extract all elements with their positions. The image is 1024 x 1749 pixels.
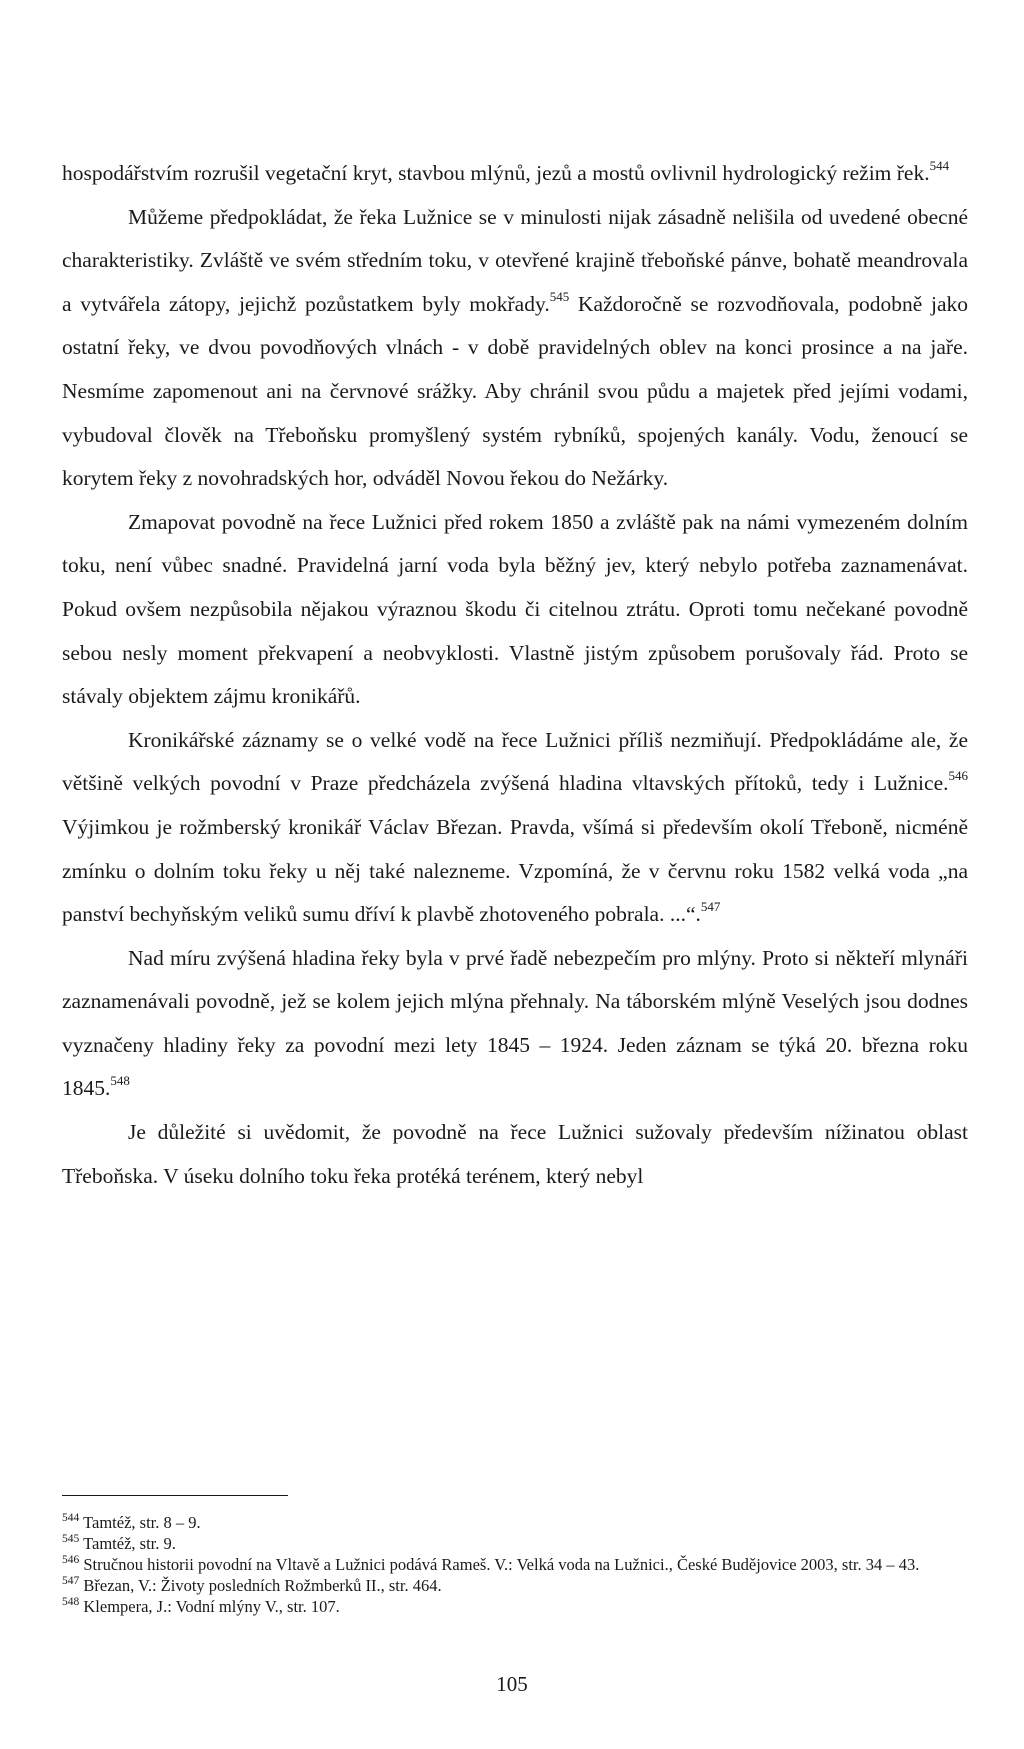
page-number: 105 bbox=[496, 1672, 528, 1696]
paragraph bbox=[62, 196, 968, 501]
paragraph bbox=[62, 152, 968, 196]
footnote bbox=[62, 1512, 968, 1533]
footnote-number: 545 bbox=[62, 1532, 80, 1545]
paragraph-text: hospodářstvím rozrušil vegetační kryt, stavbou mlýnů, jezů a mostů ovlivnil hydrologický režim řek. bbox=[62, 161, 930, 185]
footnotes bbox=[62, 1512, 968, 1617]
footnote-text: Tamtéž, str. 9. bbox=[79, 1534, 176, 1553]
footnote-number: 548 bbox=[62, 1595, 80, 1608]
footnote-text: Klempera, J.: Vodní mlýny V., str. 107. bbox=[79, 1597, 340, 1616]
paragraph-text: Je důležité si uvědomit, že povodně na řece Lužnici sužovaly především nížinatou oblast Třeboňska. V úseku dolního toku řeka protéká terénem, který nebyl bbox=[62, 1120, 968, 1188]
paragraph-text: Výjimkou je rožmberský kronikář Václav Březan. Pravda, všímá si především okolí Třeboně, nicméně zmínku o dolním toku řeky u něj také nalezneme. Vzpomíná, že v červnu roku 1582 velká voda „na panství bechyňským veliků sumu dříví k plavbě zhotoveného pobrala. ...“. bbox=[62, 814, 968, 927]
footnote-text: Stručnou historii povodní na Vltavě a Lužnici podává Rameš. V.: Velká voda na Lužnici., České Budějovice 2003, str. 34 – 43. bbox=[79, 1555, 920, 1574]
paragraph-text: Můžeme předpokládat, že řeka Lužnice se v minulosti nijak zásadně nelišila od uvedené obecné charakteristiky. Zvláště ve svém středním toku, v otevřené krajině třeboňské pánve, bohatě meandrovala a vytvářela zátopy, jejichž pozůstatkem byly mokřady. bbox=[62, 204, 968, 316]
paragraph bbox=[62, 719, 968, 937]
paragraph-text: Zmapovat povodně na řece Lužnici před rokem 1850 a zvláště pak na námi vymezeném dolním toku, není vůbec snadné. Pravidelná jarní voda byla běžný jev, který nebylo potřeba zaznamenávat. Pokud ovšem nezpůsobila nějakou výraznou škodu či citelnou ztrátu. Oproti tomu nečekané povodně sebou nesly moment překvapení a neobvyklosti. Vlastně jistým způsobem porušovaly řád. Proto se stávaly objektem zájmu kronikářů. bbox=[62, 509, 968, 709]
paragraph-text: Každoročně se rozvodňovala, podobně jako ostatní řeky, ve dvou povodňových vlnách - v době pravidelných oblev na konci prosince a na jaře. Nesmíme zapomenout ani na červnové srážky. Aby chránil svou půdu a majetek před jejími vodami, vybudoval člověk na Třeboňsku promyšlený systém rybníků, spojených kanály. Vodu, ženoucí se korytem řeky z novohradských hor, odváděl Novou řekou do Nežárky. bbox=[62, 291, 968, 491]
footnote-number: 546 bbox=[62, 1553, 80, 1566]
footnote-ref: 545 bbox=[549, 288, 570, 304]
footnote bbox=[62, 1575, 968, 1596]
footnote-ref: 547 bbox=[700, 898, 721, 914]
footnote-number: 547 bbox=[62, 1574, 80, 1587]
footnote-text: Tamtéž, str. 8 – 9. bbox=[79, 1513, 201, 1532]
paragraph bbox=[62, 1111, 968, 1198]
footnote-number: 544 bbox=[62, 1511, 80, 1524]
footnote-text: Březan, V.: Životy posledních Rožmberků II., str. 464. bbox=[79, 1576, 442, 1595]
paragraph bbox=[62, 937, 968, 1111]
footnote-ref: 546 bbox=[948, 768, 968, 784]
paragraph-text: Nad míru zvýšená hladina řeky byla v prvé řadě nebezpečím pro mlýny. Proto si někteří mlynáři zaznamenávali povodně, jež se kolem jejich mlýna přehnaly. Na táborském mlýně Veselých jsou dodnes vyznačeny hladiny řeky za povodní mezi lety 1845 – 1924. Jeden záznam se týká 20. března roku 1845. bbox=[62, 945, 968, 1101]
footnote-ref: 548 bbox=[110, 1073, 130, 1089]
footnote bbox=[62, 1533, 968, 1554]
footnote-separator bbox=[62, 1495, 288, 1496]
footnote-ref: 544 bbox=[929, 157, 950, 173]
footnote bbox=[62, 1554, 968, 1575]
main-text bbox=[62, 152, 968, 1198]
paragraph-text: Kronikářské záznamy se o velké vodě na řece Lužnici příliš nezmiňují. Předpokládáme ale, že většině velkých povodní v Praze předcházela zvýšená hladina vltavských přítoků, tedy i Lužnice. bbox=[62, 727, 968, 796]
paragraph bbox=[62, 501, 968, 719]
page-body bbox=[62, 152, 968, 1198]
footnote bbox=[62, 1596, 968, 1617]
